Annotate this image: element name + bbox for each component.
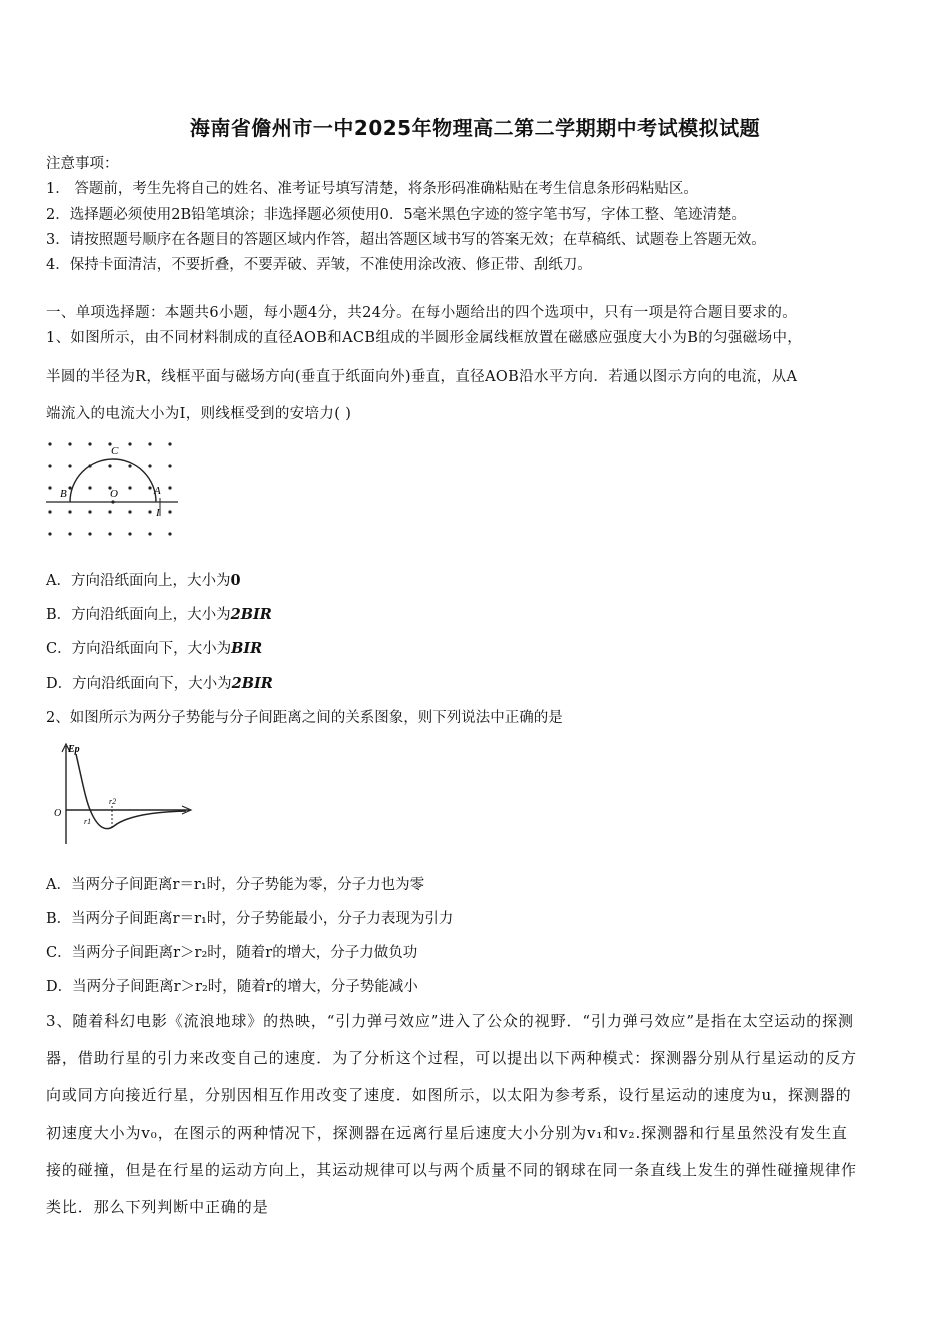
- notice-item: 3．请按照题号顺序在各题目的答题区域内作答，超出答题区域书写的答案无效；在草稿纸、试题卷上答题无效。: [46, 232, 766, 248]
- field-dot: [68, 442, 71, 445]
- q2-option-a[interactable]: A．当两分子间距离r＝r₁时，分子势能为零，分子力也为零: [46, 877, 425, 893]
- field-dot: [68, 464, 71, 467]
- q3-stem-line: 3、随着科幻电影《流浪地球》的热映，“引力弹弓效应”进入了公众的视野．“引力弹弓效应”是指在太空运动的探测: [46, 1012, 854, 1030]
- q1-option-b[interactable]: B．方向沿纸面向上，大小为2BIR: [46, 606, 272, 623]
- q2-option-c[interactable]: C．当两分子间距离r＞r₂时，随着r的增大，分子力做负功: [46, 945, 418, 961]
- q1-option-d[interactable]: D．方向沿纸面向下，大小为2BIR: [46, 675, 273, 692]
- q2-option-b[interactable]: B．当两分子间距离r＝r₁时，分子势能最小，分子力表现为引力: [46, 911, 454, 927]
- field-dot: [128, 464, 131, 467]
- field-dot: [128, 510, 131, 513]
- q1-figure: [44, 436, 184, 544]
- field-dot: [148, 464, 151, 467]
- field-dot: [88, 532, 91, 535]
- field-dot: [168, 486, 171, 489]
- field-dot: [88, 442, 91, 445]
- q1-label-b: B: [60, 488, 67, 500]
- q2-label-r2: r2: [109, 797, 117, 806]
- q2-label-o: O: [54, 808, 62, 819]
- field-dot: [108, 510, 111, 513]
- field-dot: [128, 486, 131, 489]
- field-dot: [108, 464, 111, 467]
- notice-item: 2．选择题必须使用2B铅笔填涂；非选择题必须使用0．5毫米黑色字迹的签字笔书写，字体工整、笔迹清楚。: [46, 207, 747, 223]
- field-dot: [168, 532, 171, 535]
- field-dot: [68, 510, 71, 513]
- q1-label-i: I: [156, 507, 160, 519]
- q1-stem-line: 半圆的半径为R，线框平面与磁场方向(垂直于纸面向外)垂直，直径AOB沿水平方向．若通以图示方向的电流，从A: [46, 369, 798, 385]
- field-dot: [48, 464, 51, 467]
- q3-stem-line: 类比．那么下列判断中正确的是: [46, 1198, 269, 1216]
- field-dot: [168, 464, 171, 467]
- field-dot: [108, 532, 111, 535]
- q1-label-a: A: [154, 485, 161, 497]
- field-dot: [148, 532, 151, 535]
- q3-stem-line: 向或同方向接近行星，分别因相互作用改变了速度．如图所示，以太阳为参考系，设行星运动的速度为u，探测器的: [46, 1086, 852, 1104]
- section-heading: 一、单项选择题：本题共6小题，每小题4分，共24分。在每小题给出的四个选项中，只有一项是符合题目要求的。: [46, 305, 798, 321]
- page-title: 海南省儋州市一中2025年物理高二第二学期期中考试模拟试题: [189, 116, 761, 140]
- field-dot: [48, 510, 51, 513]
- field-dot: [128, 442, 131, 445]
- field-dot: [148, 442, 151, 445]
- field-dot: [68, 532, 71, 535]
- field-dot: [48, 442, 51, 445]
- q1-option-c[interactable]: C．方向沿纸面向下，大小为BIR: [46, 640, 263, 657]
- field-dot: [168, 510, 171, 513]
- field-dot: [48, 486, 51, 489]
- field-dot: [48, 532, 51, 535]
- field-dot: [148, 486, 151, 489]
- q1-stem-line: 端流入的电流大小为I，则线框受到的安培力( ): [46, 406, 352, 422]
- q1-stem-line: 1、如图所示，由不同材料制成的直径AOB和ACB组成的半圆形金属线框放置在磁感应强度大小为B的匀强磁场中，: [46, 330, 803, 346]
- q2-label-r1: r1: [84, 817, 92, 826]
- field-dot: [168, 442, 171, 445]
- q2-figure: [46, 740, 196, 850]
- notice-heading: 注意事项：: [46, 156, 119, 172]
- q1-option-a[interactable]: A．方向沿纸面向上，大小为0: [46, 572, 241, 589]
- notice-item: 4．保持卡面清洁，不要折叠，不要弄破、弄皱，不准使用涂改液、修正带、刮纸刀。: [46, 257, 592, 273]
- field-dot: [88, 510, 91, 513]
- q1-label-o: O: [110, 488, 118, 500]
- notice-item: 1． 答题前，考生先将自己的姓名、准考证号填写清楚，将条形码准确粘贴在考生信息条形码粘贴区。: [46, 181, 698, 197]
- q2-option-d[interactable]: D．当两分子间距离r＞r₂时，随着r的增大，分子势能减小: [46, 979, 418, 995]
- q3-stem-line: 初速度大小为v₀，在图示的两种情况下，探测器在远离行星后速度大小分别为v₁和v₂.探测器和行星虽然没有发生直: [46, 1124, 848, 1142]
- field-dot: [88, 486, 91, 489]
- q3-stem-line: 接的碰撞，但是在行星的运动方向上，其运动规律可以与两个质量不同的钢球在同一条直线上发生的弹性碰撞规律作: [46, 1161, 857, 1179]
- q2-label-ep: Ep: [68, 744, 80, 755]
- field-dot: [148, 510, 151, 513]
- q3-stem-line: 器，借助行星的引力来改变自己的速度．为了分析这个过程，可以提出以下两种模式：探测器分别从行星运动的反方: [46, 1049, 857, 1067]
- field-dot: [128, 532, 131, 535]
- q1-label-c: C: [111, 445, 119, 457]
- q2-stem: 2、如图所示为两分子势能与分子间距离之间的关系图象，则下列说法中正确的是: [46, 710, 563, 726]
